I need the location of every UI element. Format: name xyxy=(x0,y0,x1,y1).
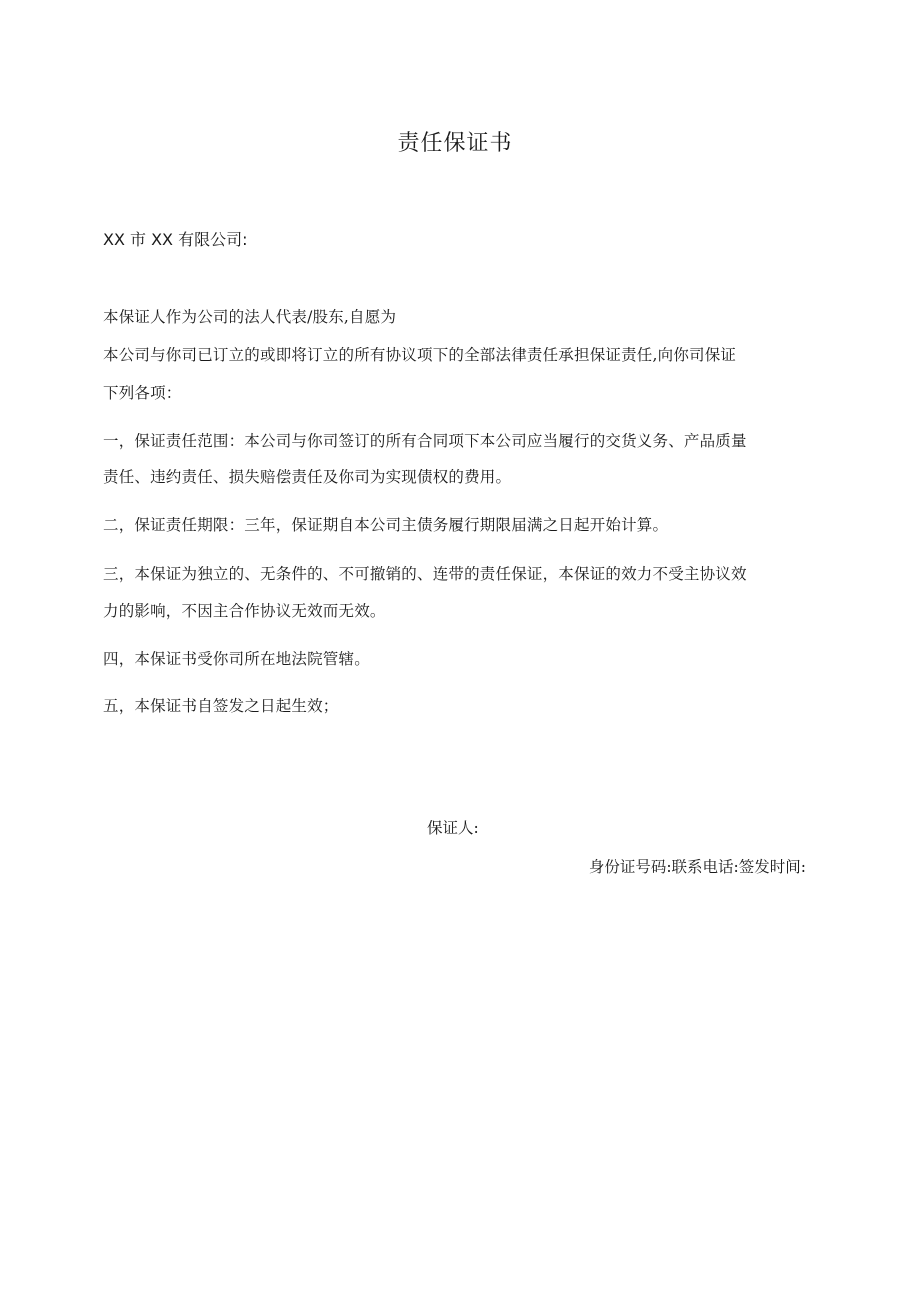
clause-3-line-2: 力的影响，不因主合作协议无效而无效。 xyxy=(103,602,386,620)
addressee: XX 市 XX 有限公司: xyxy=(103,230,248,249)
clause-1-line-2: 责任、违约责任、损失赔偿责任及你司为实现债权的费用。 xyxy=(103,468,512,486)
clause-4-line-1: 四，本保证书受你司所在地法院管辖。 xyxy=(103,650,370,668)
clause-2-line-1: 二，保证责任期限：三年，保证期自本公司主债务履行期限届满之日起开始计算。 xyxy=(103,516,669,534)
clause-3-line-1: 三，本保证为独立的、无条件的、不可撤销的、连带的责任保证，本保证的效力不受主协议效 xyxy=(103,565,747,583)
intro-line-3: 下列各项： xyxy=(103,384,182,402)
document-title: 责任保证书 xyxy=(397,131,513,156)
clause-1-line-1: 一，保证责任范围：本公司与你司签订的所有合同项下本公司应当履行的交货义务、产品质量 xyxy=(103,432,747,450)
signer-label: 保证人: xyxy=(427,819,479,837)
signature-fields: 身份证号码:联系电话:签发时间: xyxy=(588,858,806,876)
intro-line-2: 本公司与你司已订立的或即将订立的所有协议项下的全部法律责任承担保证责任,向你司保证 xyxy=(103,346,737,364)
intro-line-1: 本保证人作为公司的法人代表/股东,自愿为 xyxy=(103,308,397,326)
clause-5-line-1: 五，本保证书自签发之日起生效； xyxy=(103,697,339,715)
